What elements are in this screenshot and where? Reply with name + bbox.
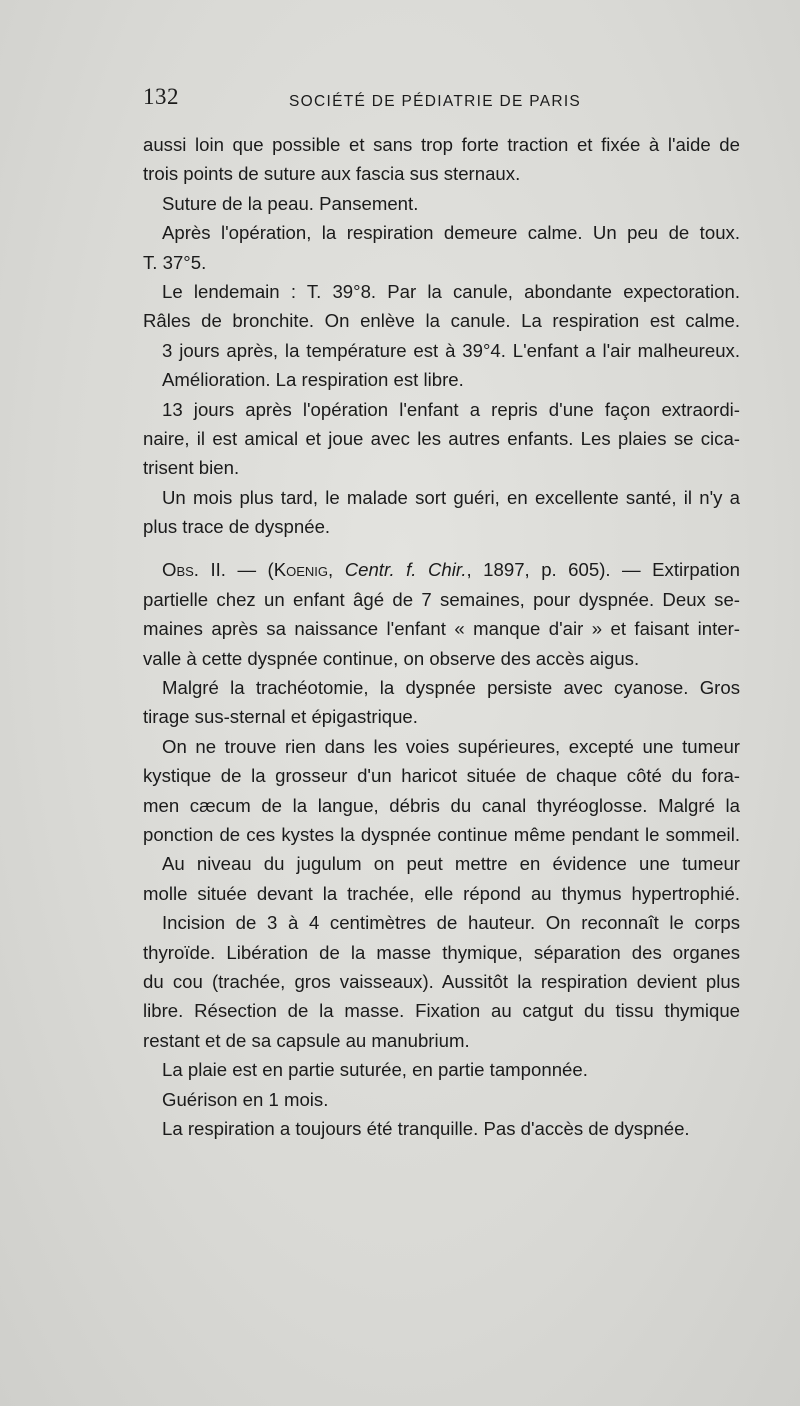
text-line: T. 37°5. [143, 251, 207, 273]
observation-journal: Centr. f. Chir. [344, 559, 467, 581]
text-line: maines après sa naissance l'enfant « manque d'air » et faisant inter- [143, 618, 740, 640]
observation-reference: , 1897, p. 605). — Extirpation [466, 559, 740, 581]
text-line: trisent bien. [143, 457, 240, 479]
text-line: Suture de la peau. Pansement. [162, 192, 419, 214]
observation-separator: , [328, 559, 345, 581]
page-number: 132 [143, 84, 179, 109]
paragraph-gap [143, 541, 740, 555]
observation-author: Koenig [273, 559, 329, 581]
text-line: kystique de la grosseur d'un haricot située de chaque côté du fora- [143, 765, 740, 787]
text-line: thyroïde. Libération de la masse thymique, séparation des organes [143, 941, 740, 963]
text-line: men cæcum de la langue, débris du canal thyréoglosse. Malgré la [143, 794, 740, 816]
text-line: valle à cette dyspnée continue, on observe des accès aigus. [143, 647, 640, 669]
observation-heading [143, 555, 740, 584]
text-line: tirage sus-sternal et épigastrique. [143, 706, 418, 728]
text-line: La plaie est en partie suturée, en partie tamponnée. [162, 1059, 588, 1081]
text-line: trois points de suture aux fascia sus sternaux. [143, 163, 521, 185]
text-line: Après l'opération, la respiration demeure calme. Un peu de toux. [162, 222, 740, 244]
text-line: 3 jours après, la température est à 39°4. L'enfant a l'air malheureux. [162, 339, 740, 361]
text-line: restant et de sa capsule au manubrium. [143, 1029, 470, 1051]
text-line: Au niveau du jugulum on peut mettre en évidence une tumeur [162, 853, 740, 875]
observation-dash: — ( [225, 559, 274, 581]
text-line: libre. Résection de la masse. Fixation au catgut du tissu thymique [143, 1000, 740, 1022]
text-line: La respiration a toujours été tranquille. Pas d'accès de dyspnée. [162, 1117, 690, 1139]
text-line: Le lendemain : T. 39°8. Par la canule, abondante expectoration. [162, 280, 740, 302]
text-line: Malgré la trachéotomie, la dyspnée persiste avec cyanose. Gros [162, 677, 740, 699]
text-line: Amélioration. La respiration est libre. [162, 369, 464, 391]
text-line: molle située devant la trachée, elle répond au thymus hypertrophié. [143, 882, 740, 904]
body-text [143, 130, 740, 1143]
observation-label: Obs. II. [162, 559, 226, 581]
text-line: naire, il est amical et joue avec les autres enfants. Les plaies se cica- [143, 427, 740, 449]
text-line: partielle chez un enfant âgé de 7 semaines, pour dyspnée. Deux se- [143, 588, 740, 610]
page-header [143, 84, 743, 120]
text-line: On ne trouve rien dans les voies supérieures, excepté une tumeur [162, 735, 740, 757]
text-line: Incision de 3 à 4 centimètres de hauteur. On reconnaît le corps [162, 912, 740, 934]
text-line: plus trace de dyspnée. [143, 516, 331, 538]
running-title: SOCIÉTÉ DE PÉDIATRIE DE PARIS [289, 93, 582, 110]
text-line: Râles de bronchite. On enlève la canule. La respiration est calme. [143, 310, 740, 332]
text-line: Guérison en 1 mois. [162, 1088, 329, 1110]
text-line: 13 jours après l'opération l'enfant a repris d'une façon extraordi- [162, 398, 740, 420]
text-line: ponction de ces kystes la dyspnée continue même pendant le sommeil. [143, 823, 740, 845]
text-line: Un mois plus tard, le malade sort guéri, en excellente santé, il n'y a [162, 486, 740, 508]
text-line: du cou (trachée, gros vaisseaux). Aussitôt la respiration devient plus [143, 970, 740, 992]
text-line: aussi loin que possible et sans trop forte traction et fixée à l'aide de [143, 134, 740, 155]
